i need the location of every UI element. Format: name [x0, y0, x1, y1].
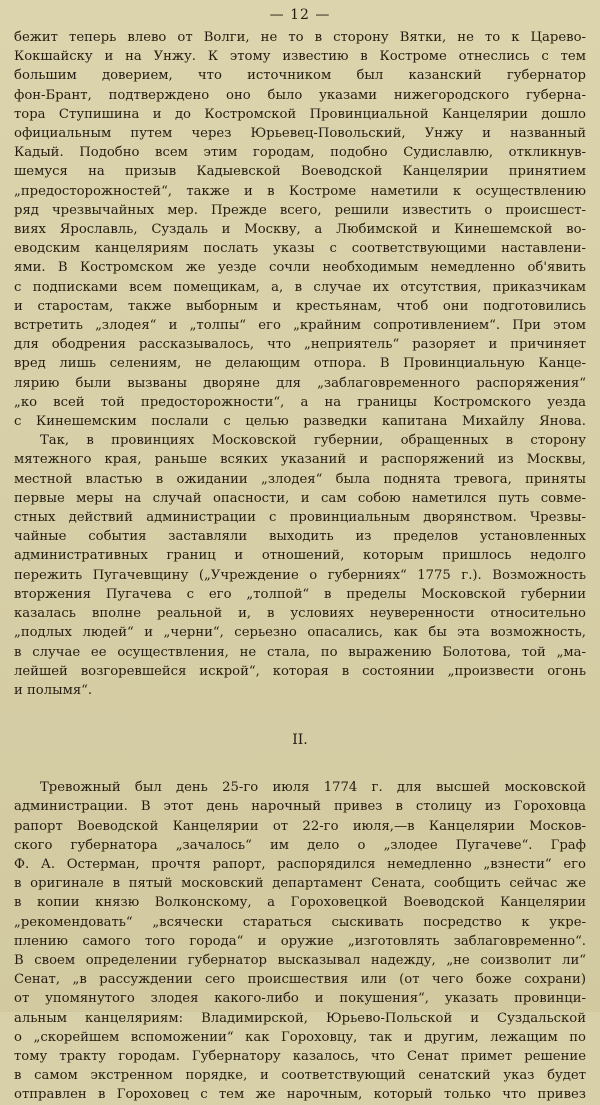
text-line: ряд чрезвычайных мер. Прежде всего, решили известить о происшест-	[14, 202, 586, 218]
text-line: Кокшайску и на Унжу. К этому известию в Костроме отнеслись с тем	[14, 49, 586, 65]
text-line: шемуся на призыв Кадыевской Воеводской Канцелярии принятием	[14, 164, 586, 180]
text-line: „подлых людей“ и „черни“, серьезно опасались, как бы эта возможность,	[14, 625, 586, 641]
text-line: отправлен в Гороховец с тем же нарочным, который только что привез	[14, 1087, 586, 1103]
text-line: В своем определении губернатор высказывал надежду, „не соизволит ли“	[14, 952, 586, 968]
section-heading: II.	[292, 732, 308, 749]
text-line: вторжения Пугачева с его „толпой“ в пределы Московской губернии	[14, 586, 586, 602]
text-line: фон-Брант, подтверждено оно было указами нижегородского губерна-	[14, 87, 586, 103]
paragraph-2	[14, 431, 586, 700]
text-line: встретить „злодея“ и „толпы“ его „крайним сопротивлением“. При этом	[14, 318, 586, 334]
text-line: тора Ступишина и до Костромской Провинциальной Канцелярии дошло	[14, 106, 586, 122]
text-line: рапорт Воеводской Канцелярии от 22-го июля,—в Канцелярии Москов-	[14, 818, 586, 834]
text-line: бежит теперь влево от Волги, не то в сторону Вятки, не то к Царево-	[14, 30, 586, 45]
text-line: „ко всей той предосторожности“, а на границы Костромского уезда	[14, 394, 586, 410]
text-line: вред лишь селениям, не делающим отпора. В Провинциальную Канце-	[14, 356, 586, 372]
text-line: пережить Пугачевщину („Учреждение о губерниях“ 1775 г.). Возможность	[14, 567, 586, 583]
text-line: с Кинешемским послали с целью разведки капитана Михайлу Янова.	[14, 414, 586, 430]
paragraph-1	[14, 28, 586, 431]
text-line: и полымя“.	[14, 682, 93, 698]
paragraph-3	[14, 778, 586, 1104]
text-line: в самом экстренном порядке, и соответствующий сенатский указ будет	[14, 1068, 586, 1084]
text-line: в случае ее осуществления, не стала, по выражению Болотова, той „ма-	[14, 644, 586, 660]
page-number: — 12 —	[269, 7, 331, 23]
text-line: еводским канцеляриям послать указы с соответствующими наставлени-	[14, 241, 586, 257]
text-line: Так, в провинциях Московской губернии, обращенных в сторону	[40, 433, 586, 449]
text-line: первые меры на случай опасности, и сам собою наметился путь совме-	[14, 490, 586, 506]
text-line: о „скорейшем вспоможении“ как Гороховцу, так и другим, лежащим по	[14, 1029, 586, 1045]
text-line: Тревожный был день 25-го июля 1774 г. для высшей московской	[40, 780, 586, 796]
text-line: тому тракту городам. Губернатору казалось, что Сенат примет решение	[14, 1048, 586, 1064]
text-line: плению самого того города“ и оружие „изготовлять заблаговременно“.	[14, 933, 586, 949]
text-line: с подписками всем помещикам, а, в случае их отсутствия, приказчикам	[14, 279, 586, 295]
text-line: в оригинале в пятый московский департамент Сената, сообщить сейчас же	[14, 876, 586, 892]
text-line: альным канцеляриям: Владимирской, Юрьево-Польской и Суздальской	[14, 1010, 586, 1026]
text-line: официальным путем через Юрьевец-Повольский, Унжу и названный	[14, 126, 586, 142]
text-line: администрации. В этот день нарочный привез в столицу из Гороховца	[14, 799, 586, 815]
text-line: „рекомендовать“ „всячески стараться сыскивать посредство к укре-	[14, 914, 586, 930]
text-line: административных границ и отношений, которым пришлось недолго	[14, 548, 586, 564]
text-line: местной властью в ожидании „злодея“ была поднята тревога, приняты	[14, 471, 586, 487]
text-line: лярию были вызваны дворяне для „заблаговременного распоряжения“	[14, 375, 586, 391]
text-line: мятежного края, раньше всяких указаний и распоряжений из Москвы,	[14, 452, 586, 468]
text-line: стных действий администрации с провинциальным дворянством. Чрезвы-	[14, 510, 586, 526]
text-line: большим доверием, что источником был казанский губернатор	[14, 68, 586, 84]
text-line: казалась вполне реальной и, в условиях неуверенности относительно	[14, 606, 586, 622]
text-line: Ф. А. Остерман, прочтя рапорт, распорядился немедленно „взнести“ его	[14, 856, 586, 872]
text-line: виях Ярославль, Суздаль и Москву, а Любимской и Кинешемской во-	[14, 222, 586, 238]
text-line: от упомянутого злодея какого-либо и покушения“, указать провинци-	[14, 991, 586, 1007]
text-line: в копии князю Волконскому, а Гороховецкой Воеводской Канцелярии	[14, 895, 586, 911]
text-line: ского губернатора „зачалось“ им дело о „злодее Пугачеве“. Граф	[14, 837, 586, 853]
text-line: чайные события заставляли выходить из пределов установленных	[14, 529, 586, 545]
text-line: Сенат, „в рассуждении сего происшествия или (от чего боже сохрани)	[14, 972, 586, 988]
text-line: лейшей возгоревшейся искрой“, которая в состоянии „произвести огонь	[14, 663, 586, 679]
text-line: для ободрения рассказывалось, что „неприятель“ разоряет и причиняет	[14, 337, 586, 353]
text-line: Кадый. Подобно всем этим городам, подобно Судиславлю, откликнув-	[14, 145, 586, 161]
text-line: и старостам, также выборным и крестьянам, чтоб они подготовились	[14, 298, 586, 314]
text-line: „предосторожностей“, также и в Костроме наметили к осуществлению	[14, 183, 586, 199]
text-line: ями. В Костромском же уезде сочли необходимым немедленно об'явить	[14, 260, 586, 276]
